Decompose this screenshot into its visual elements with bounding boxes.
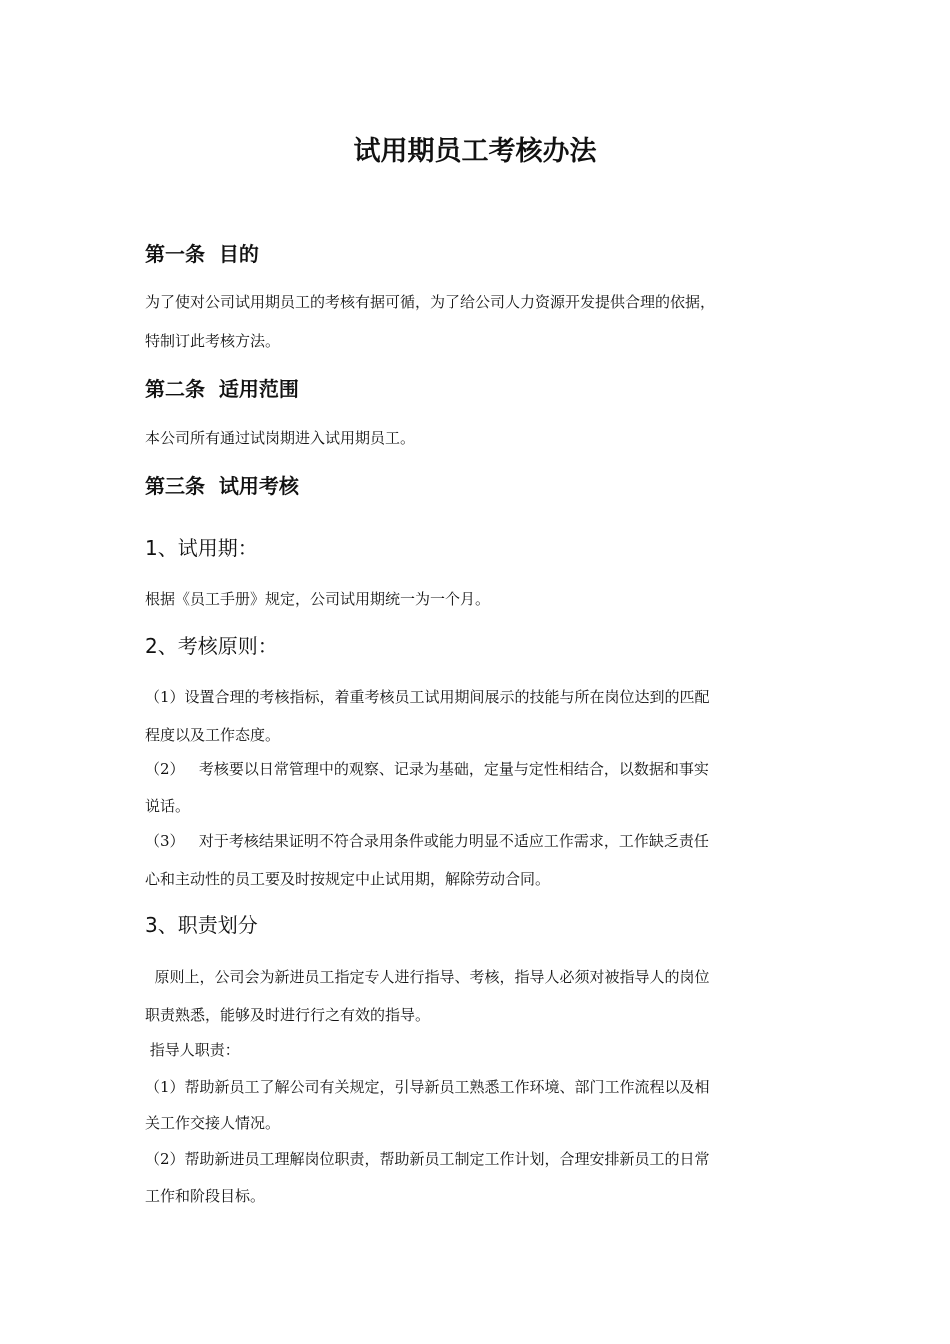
section-heading-purpose: 第一条 目的 [145,242,259,266]
list-item-line: （1）帮助新员工了解公司有关规定，引导新员工熟悉工作环境、部门工作流程以及相 [145,1078,710,1096]
paragraph-line: 职责熟悉，能够及时进行行之有效的指导。 [145,1006,431,1024]
document-title: 试用期员工考核办法 [353,136,597,167]
list-item-line: 心和主动性的员工要及时按规定中止试用期，解除劳动合同。 [145,870,551,888]
list-item-line: 说话。 [145,797,191,815]
list-item-line: （3） 对于考核结果证明不符合录用条件或能力明显不适应工作需求，工作缺乏责任 [145,832,709,850]
list-item-line: （2） 考核要以日常管理中的观察、记录为基础，定量与定性相结合，以数据和事实 [145,760,709,778]
subsection-heading-responsibilities: 3、职责划分 [145,913,258,937]
mentor-duties-label: 指导人职责： [145,1041,240,1059]
section-heading-scope: 第二条 适用范围 [145,377,299,401]
list-item-line: （1）设置合理的考核指标，着重考核员工试用期间展示的技能与所在岗位达到的匹配 [145,688,710,706]
section-heading-assessment: 第三条 试用考核 [145,474,299,498]
paragraph-line: 为了使对公司试用期员工的考核有据可循，为了给公司人力资源开发提供合理的依据， [145,293,716,311]
paragraph-line: 特制订此考核方法。 [145,332,281,350]
list-item-line: 工作和阶段目标。 [145,1187,266,1205]
subsection-heading-principles: 2、考核原则： [145,634,278,658]
paragraph-line: 根据《员工手册》规定，公司试用期统一为一个月。 [145,590,491,608]
list-item-line: 程度以及工作态度。 [145,726,281,744]
paragraph-line: 原则上，公司会为新进员工指定专人进行指导、考核，指导人必须对被指导人的岗位 [145,968,710,986]
list-item-line: （2）帮助新进员工理解岗位职责，帮助新员工制定工作计划，合理安排新员工的日常 [145,1150,710,1168]
subsection-heading-probation: 1、试用期： [145,536,258,560]
list-item-line: 关工作交接人情况。 [145,1114,281,1132]
paragraph-line: 本公司所有通过试岗期进入试用期员工。 [145,429,416,447]
